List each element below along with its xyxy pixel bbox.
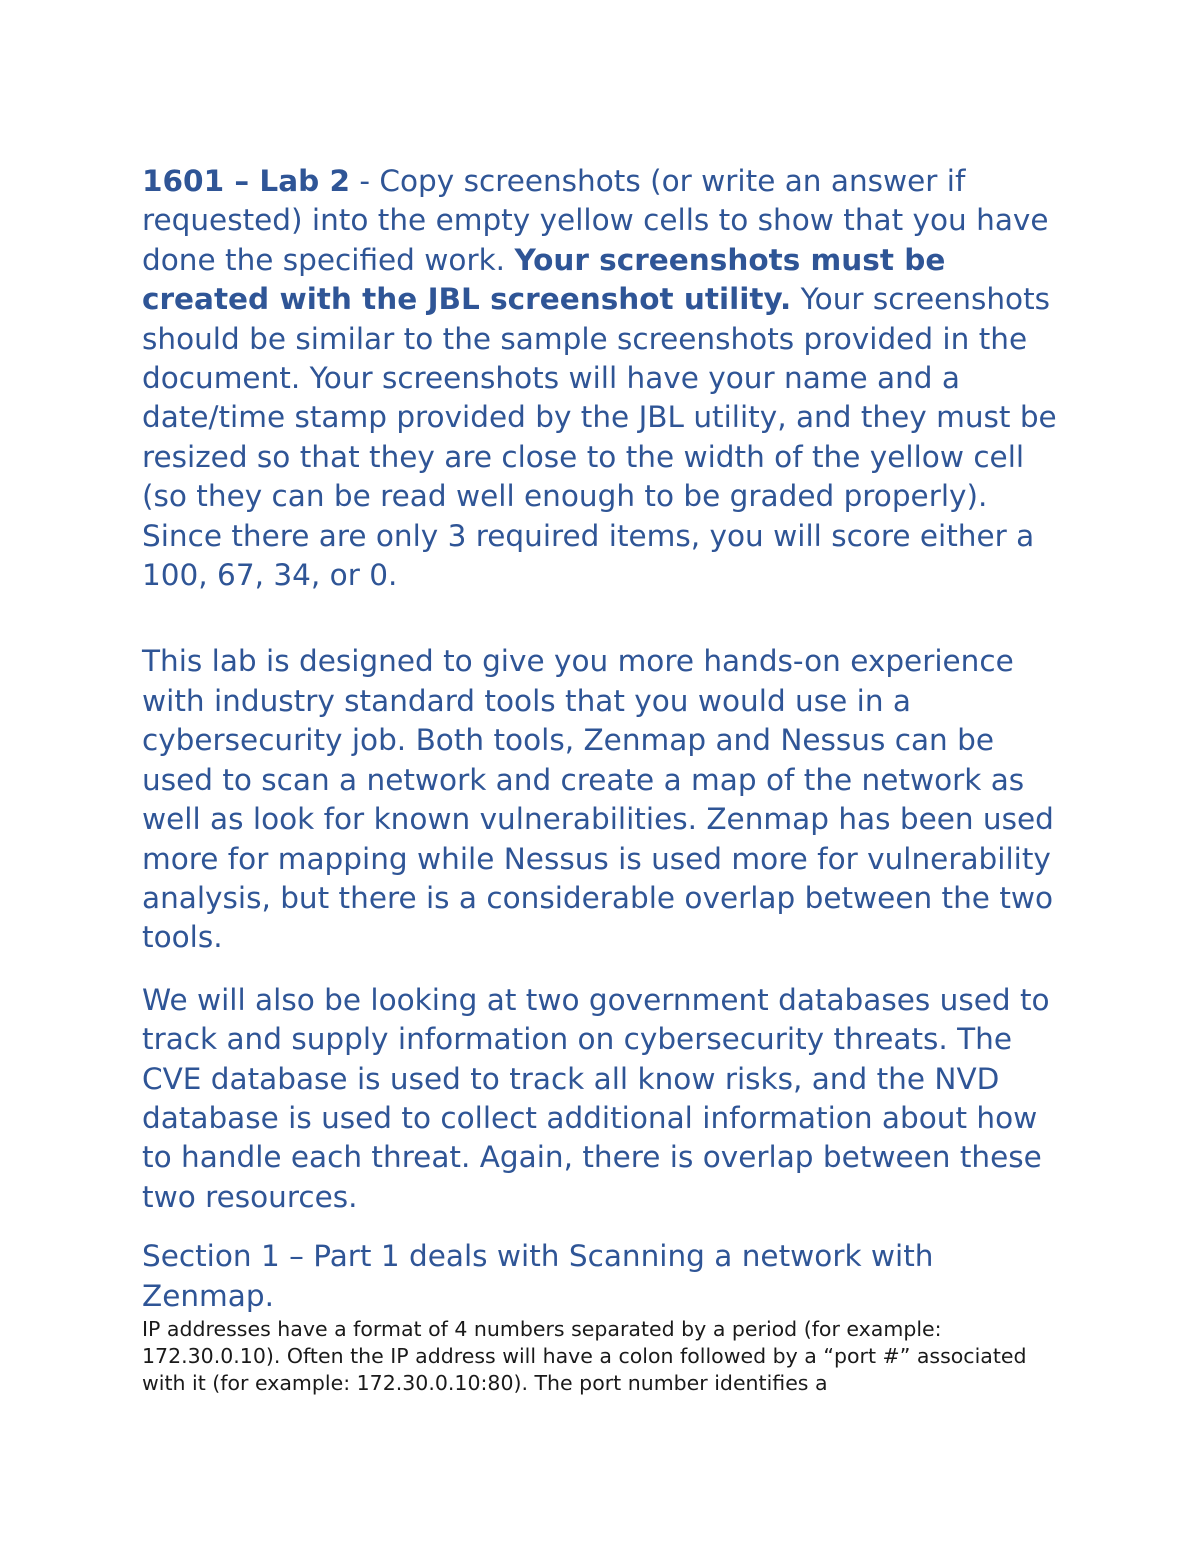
- lab-title: 1601 – Lab 2: [142, 164, 351, 198]
- tools-paragraph: This lab is designed to give you more hands-on experience with industry standard tools that you would use in a cybersecurity job. Both tools, Zenmap and Nessus can be used to scan a network and create a map of the network as well as look for known vulnerabilities. Zenmap has been used more for mapping while Nessus is used more for vulnerability analysis, but there is a considerable overlap between the two tools.: [142, 644, 1054, 955]
- intro-text-2: Your screenshots should be similar to the sample screenshots provided in the document. Your screenshots will have your name and a date/time stamp provided by the JBL utility, and they must be resized so that they are close to the width of the yellow cell (so they can be read well enough to be graded properly). Since there are only 3 required items, you will score either a 100, 67, 34, or 0.: [142, 282, 1057, 593]
- ip-address-paragraph: IP addresses have a format of 4 numbers separated by a period (for example: 172.30.0.10). Often the IP address will have a colon followed by a “port #” associated with it (for example: 172.30.0.10:80). The port number identifies a: [142, 1316, 1027, 1395]
- screenshot-requirement: Your screenshots must be created with the JBL screenshot utility.: [142, 242, 946, 317]
- databases-paragraph: We will also be looking at two government databases used to track and supply information on cybersecurity threats. The CVE database is used to track all know risks, and the NVD database is used to collect additional information about how to handle each threat. Again, there is overlap between these two resources.: [142, 982, 1050, 1214]
- section-heading: Section 1 – Part 1 deals with Scanning a network with Zenmap.: [142, 1239, 934, 1313]
- intro-paragraph: [142, 162, 1072, 595]
- intro-text-1: - Copy screenshots (or write an answer if requested) into the empty yellow cells to show that you have done the specified work.: [142, 164, 1049, 277]
- document-page: [142, 162, 1072, 1397]
